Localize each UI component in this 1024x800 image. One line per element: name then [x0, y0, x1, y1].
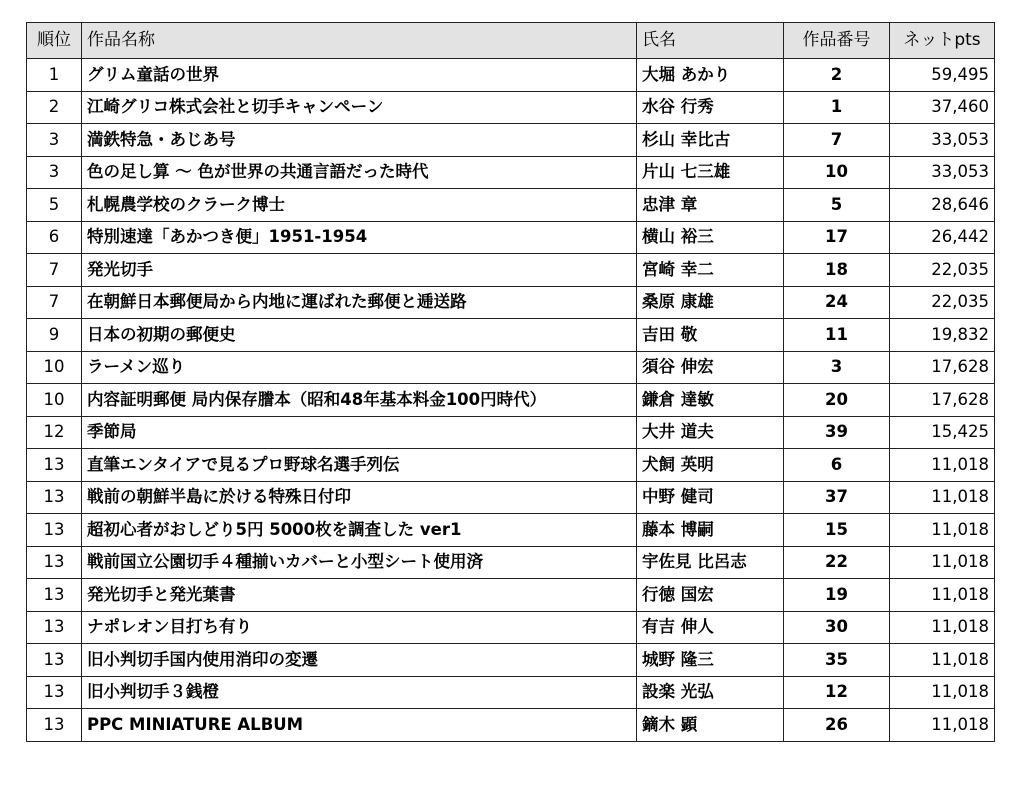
table-row — [27, 384, 995, 417]
cell-points: 28,646 — [890, 189, 995, 222]
cell-points: 11,018 — [890, 611, 995, 644]
cell-name: 城野 隆三 — [637, 644, 784, 677]
table-row — [27, 611, 995, 644]
cell-points: 11,018 — [890, 449, 995, 482]
cell-number: 5 — [784, 189, 890, 222]
table-row — [27, 449, 995, 482]
cell-points: 59,495 — [890, 59, 995, 92]
cell-number: 30 — [784, 611, 890, 644]
cell-rank: 6 — [27, 221, 82, 254]
cell-title: 発光切手と発光葉書 — [82, 579, 637, 612]
cell-name: 鏑木 顕 — [637, 709, 784, 742]
table-row — [27, 416, 995, 449]
cell-number: 6 — [784, 449, 890, 482]
table-row — [27, 546, 995, 579]
cell-rank: 13 — [27, 481, 82, 514]
cell-title: ナポレオン目打ち有り — [82, 611, 637, 644]
cell-name: 大堀 あかり — [637, 59, 784, 92]
cell-rank: 7 — [27, 286, 82, 319]
cell-name: 鎌倉 達敏 — [637, 384, 784, 417]
table-row — [27, 91, 995, 124]
cell-name: 須谷 伸宏 — [637, 351, 784, 384]
cell-points: 33,053 — [890, 156, 995, 189]
cell-rank: 3 — [27, 156, 82, 189]
cell-number: 11 — [784, 319, 890, 352]
cell-title: 日本の初期の郵便史 — [82, 319, 637, 352]
cell-points: 17,628 — [890, 351, 995, 384]
table-row — [27, 676, 995, 709]
cell-title: 超初心者がおしどり5円 5000枚を調査した ver1 — [82, 514, 637, 547]
cell-name: 設楽 光弘 — [637, 676, 784, 709]
cell-title: 旧小判切手国内使用消印の変遷 — [82, 644, 637, 677]
table-body — [27, 59, 995, 742]
cell-name: 桑原 康雄 — [637, 286, 784, 319]
table-row — [27, 709, 995, 742]
cell-title: PPC MINIATURE ALBUM — [82, 709, 637, 742]
table-row — [27, 579, 995, 612]
cell-name: 行徳 国宏 — [637, 579, 784, 612]
cell-points: 11,018 — [890, 709, 995, 742]
cell-rank: 13 — [27, 579, 82, 612]
table-row — [27, 351, 995, 384]
cell-name: 有吉 伸人 — [637, 611, 784, 644]
table-row — [27, 254, 995, 287]
table-row — [27, 319, 995, 352]
cell-number: 26 — [784, 709, 890, 742]
cell-rank: 1 — [27, 59, 82, 92]
cell-points: 26,442 — [890, 221, 995, 254]
cell-rank: 13 — [27, 709, 82, 742]
cell-title: グリム童話の世界 — [82, 59, 637, 92]
cell-number: 7 — [784, 124, 890, 157]
cell-name: 大井 道夫 — [637, 416, 784, 449]
table-row — [27, 481, 995, 514]
cell-number: 19 — [784, 579, 890, 612]
table-row — [27, 189, 995, 222]
cell-title: 江崎グリコ株式会社と切手キャンペーン — [82, 91, 637, 124]
cell-title: 札幌農学校のクラーク博士 — [82, 189, 637, 222]
cell-title: 色の足し算 〜 色が世界の共通言語だった時代 — [82, 156, 637, 189]
cell-title: 在朝鮮日本郵便局から内地に運ばれた郵便と逓送路 — [82, 286, 637, 319]
cell-name: 片山 七三雄 — [637, 156, 784, 189]
cell-title: 満鉄特急・あじあ号 — [82, 124, 637, 157]
cell-number: 37 — [784, 481, 890, 514]
cell-rank: 13 — [27, 611, 82, 644]
cell-name: 宮崎 幸二 — [637, 254, 784, 287]
cell-title: ラーメン巡り — [82, 351, 637, 384]
cell-number: 17 — [784, 221, 890, 254]
cell-number: 35 — [784, 644, 890, 677]
cell-points: 11,018 — [890, 579, 995, 612]
cell-title: 発光切手 — [82, 254, 637, 287]
cell-rank: 10 — [27, 384, 82, 417]
cell-points: 22,035 — [890, 254, 995, 287]
ranking-table — [26, 22, 995, 742]
cell-rank: 9 — [27, 319, 82, 352]
cell-number: 1 — [784, 91, 890, 124]
cell-rank: 2 — [27, 91, 82, 124]
cell-number: 10 — [784, 156, 890, 189]
table-header — [27, 23, 995, 59]
cell-name: 横山 裕三 — [637, 221, 784, 254]
cell-number: 15 — [784, 514, 890, 547]
cell-points: 33,053 — [890, 124, 995, 157]
cell-number: 39 — [784, 416, 890, 449]
cell-points: 22,035 — [890, 286, 995, 319]
cell-rank: 7 — [27, 254, 82, 287]
cell-rank: 13 — [27, 644, 82, 677]
cell-title: 直筆エンタイアで見るプロ野球名選手列伝 — [82, 449, 637, 482]
cell-name: 杉山 幸比古 — [637, 124, 784, 157]
table-row — [27, 644, 995, 677]
header-number: 作品番号 — [784, 23, 890, 59]
cell-rank: 3 — [27, 124, 82, 157]
table-row — [27, 286, 995, 319]
cell-number: 2 — [784, 59, 890, 92]
cell-points: 11,018 — [890, 546, 995, 579]
cell-name: 忠津 章 — [637, 189, 784, 222]
cell-rank: 10 — [27, 351, 82, 384]
cell-number: 12 — [784, 676, 890, 709]
table-row — [27, 59, 995, 92]
cell-title: 内容証明郵便 局内保存謄本（昭和48年基本料金100円時代） — [82, 384, 637, 417]
cell-name: 犬飼 英明 — [637, 449, 784, 482]
cell-rank: 5 — [27, 189, 82, 222]
cell-name: 中野 健司 — [637, 481, 784, 514]
cell-points: 11,018 — [890, 481, 995, 514]
header-row — [27, 23, 995, 59]
cell-points: 19,832 — [890, 319, 995, 352]
cell-title: 特別速達「あかつき便」1951-1954 — [82, 221, 637, 254]
table-row — [27, 514, 995, 547]
header-rank: 順位 — [27, 23, 82, 59]
cell-points: 37,460 — [890, 91, 995, 124]
cell-points: 11,018 — [890, 644, 995, 677]
cell-points: 15,425 — [890, 416, 995, 449]
cell-name: 宇佐見 比呂志 — [637, 546, 784, 579]
cell-points: 11,018 — [890, 514, 995, 547]
table-row — [27, 156, 995, 189]
cell-name: 水谷 行秀 — [637, 91, 784, 124]
header-points: ネットpts — [890, 23, 995, 59]
table-row — [27, 221, 995, 254]
cell-number: 3 — [784, 351, 890, 384]
cell-name: 藤本 博嗣 — [637, 514, 784, 547]
cell-title: 季節局 — [82, 416, 637, 449]
cell-rank: 13 — [27, 514, 82, 547]
header-name: 氏名 — [637, 23, 784, 59]
cell-name: 吉田 敬 — [637, 319, 784, 352]
cell-number: 22 — [784, 546, 890, 579]
cell-rank: 13 — [27, 449, 82, 482]
cell-points: 17,628 — [890, 384, 995, 417]
cell-title: 旧小判切手３銭橙 — [82, 676, 637, 709]
table-row — [27, 124, 995, 157]
cell-rank: 12 — [27, 416, 82, 449]
cell-rank: 13 — [27, 676, 82, 709]
header-title: 作品名称 — [82, 23, 637, 59]
cell-title: 戦前国立公園切手４種揃いカバーと小型シート使用済 — [82, 546, 637, 579]
cell-title: 戦前の朝鮮半島に於ける特殊日付印 — [82, 481, 637, 514]
cell-number: 18 — [784, 254, 890, 287]
cell-number: 24 — [784, 286, 890, 319]
cell-points: 11,018 — [890, 676, 995, 709]
cell-rank: 13 — [27, 546, 82, 579]
cell-number: 20 — [784, 384, 890, 417]
